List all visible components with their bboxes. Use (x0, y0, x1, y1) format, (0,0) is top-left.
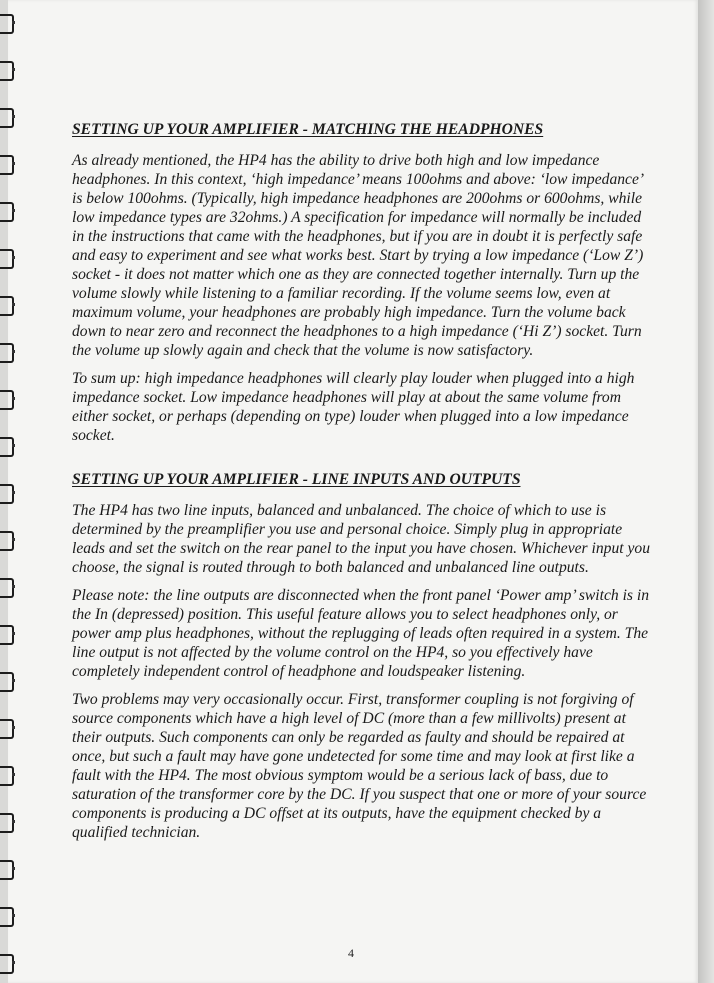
binding-ring (0, 719, 14, 739)
binding-ring (0, 531, 14, 551)
binding-ring (0, 625, 14, 645)
binding-hole (12, 68, 15, 71)
binding-hole (12, 632, 15, 635)
section-heading-matching-headphones: SETTING UP YOUR AMPLIFIER - MATCHING THE HEADPHONES (72, 121, 544, 138)
binding-ring (0, 813, 14, 833)
binding-hole (12, 961, 15, 964)
binding-ring (0, 296, 14, 316)
spiral-binding (0, 0, 22, 983)
binding-ring (0, 860, 14, 880)
binding-ring (0, 766, 14, 786)
binding-ring (0, 61, 14, 81)
binding-ring (0, 672, 14, 692)
binding-ring (0, 202, 14, 222)
binding-hole (12, 726, 15, 729)
paragraph-two-problems: Two problems may very occasionally occur. First, transformer coupling is not forgiving of source components which have a high level of DC (more than a few millivolts) present at their outputs. Such components can only be regarded as faulty and should be repaired at once, but such a fault may have gone undetected for some time and may look at first like a fault with the HP4. The most obvious symptom would be a serious lack of bass, due to saturation of the transformer core by the DC. If you suspect that one or more of your source components is producing a DC offset at its outputs, have the equipment checked by a qualified technician. (72, 691, 647, 841)
binding-hole (12, 350, 15, 353)
binding-ring (0, 437, 14, 457)
binding-hole (12, 820, 15, 823)
binding-hole (12, 256, 15, 259)
binding-hole (12, 444, 15, 447)
binding-ring (0, 343, 14, 363)
binding-hole (12, 397, 15, 400)
binding-hole (12, 115, 15, 118)
binding-hole (12, 21, 15, 24)
binding-hole (12, 491, 15, 494)
section-heading-line-inputs-outputs: SETTING UP YOUR AMPLIFIER - LINE INPUTS AND OUTPUTS (72, 471, 521, 488)
binding-hole (12, 679, 15, 682)
binding-ring (0, 249, 14, 269)
binding-ring (0, 578, 14, 598)
binding-hole (12, 867, 15, 870)
binding-ring (0, 155, 14, 175)
page-content (72, 120, 652, 851)
binding-ring (0, 14, 14, 34)
page-number: 4 (348, 946, 354, 960)
binding-hole (12, 209, 15, 212)
binding-hole (12, 538, 15, 541)
paragraph-impedance-intro: As already mentioned, the HP4 has the ability to drive both high and low impedance headphones. In this context, ‘high impedance’ means 100ohms and above: ‘low impedance’ is below 100ohms. (Typically, high impedance headphones are 200ohms or 600ohms, while low impedance types are 32ohms.) A specification for impedance will normally be included in the instructions that came with the headphones, but if you are in doubt it is perfectly safe and easy to experiment and see what works best. Start by trying a low impedance (‘Low Z’) socket - it does not matter which one as they are connected together internally. Turn up the volume slowly while listening to a familiar recording. If the volume seems low, even at maximum volume, your headphones are probably high impedance. Turn the volume back down to near zero and reconnect the headphones to a high impedance (‘Hi Z’) socket. Turn the volume up slowly again and check that the volume is now satisfactory. (72, 152, 644, 359)
binding-hole (12, 773, 15, 776)
page-edge-shadow (698, 0, 714, 983)
section-spacer (72, 454, 652, 470)
paragraph-line-inputs: The HP4 has two line inputs, balanced and unbalanced. The choice of which to use is determined by the preamplifier you use and personal choice. Simply plug in appropriate leads and set the switch on the rear panel to the input you have chosen. Whichever input you choose, the signal is routed through to both balanced and unbalanced line outputs. (72, 502, 650, 576)
binding-ring (0, 484, 14, 504)
binding-ring (0, 954, 14, 974)
binding-ring (0, 907, 14, 927)
binding-hole (12, 914, 15, 917)
binding-ring (0, 108, 14, 128)
paragraph-sum-up: To sum up: high impedance headphones will clearly play louder when plugged into a high impedance socket. Low impedance headphones will play at about the same volume from either socket, or perhaps (depending on type) louder when plugged into a low impedance socket. (72, 370, 635, 444)
binding-ring (0, 390, 14, 410)
page-sheet (8, 0, 698, 983)
paragraph-please-note: Please note: the line outputs are disconnected when the front panel ‘Power amp’ switch is in the In (depressed) position. This useful feature allows you to select headphones only, or power amp plus headphones, without the replugging of leads often required in a system. The line output is not affected by the volume control on the HP4, so you effectively have completely independent control of headphone and loudspeaker listening. (72, 587, 650, 680)
binding-hole (12, 162, 15, 165)
binding-hole (12, 585, 15, 588)
binding-hole (12, 303, 15, 306)
